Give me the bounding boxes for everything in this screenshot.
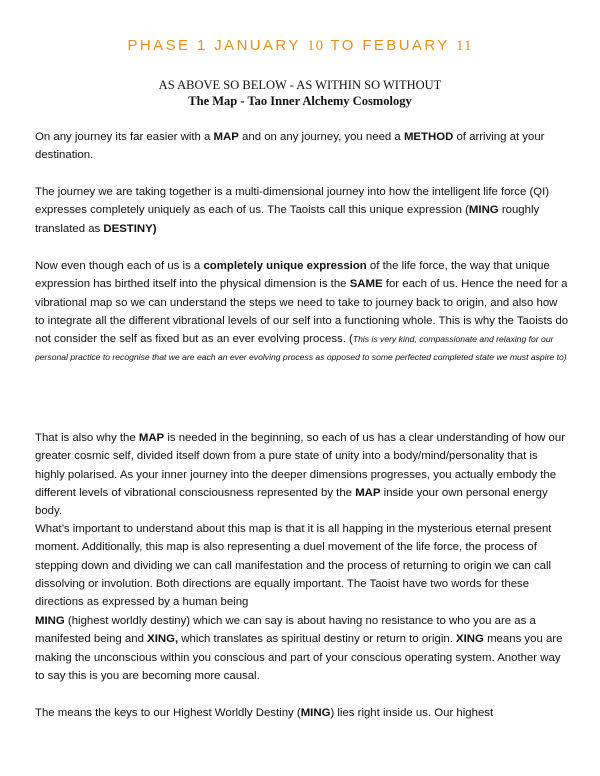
bold-run: MAP [355,486,381,499]
text-run: That is also why the [35,432,139,444]
paragraph-2 [35,183,570,238]
italic-note: This is very kind, compassionate and relaxing for our personal practice to recognise that we are each an ever evolving process as opposed to some perfected completed state we must aspire to) [35,334,567,363]
paragraph-7 [35,704,570,722]
text-run: and on any journey, you need a [238,131,404,143]
text-run: means you are making the unconscious within you conscious and part of your conscious operating system. Another way to say this is you are becoming more causal. [35,633,563,682]
heading-num1: 10 [307,38,325,54]
subtitle-motto: AS ABOVE SO BELOW - AS WITHIN SO WITHOUT [158,78,442,92]
heading-part2: TO FEBUARY [324,37,457,54]
text-run: On any journey its far easier with a [35,131,214,143]
bold-run: METHOD [403,131,454,143]
heading-num2: 11 [456,38,473,54]
text-run: The means the keys to our Highest Worldly Destiny ( [35,707,301,719]
paragraph-5 [35,520,570,611]
paragraph-3 [35,257,570,367]
paragraph-4 [35,429,570,520]
bold-run: XING, [147,633,179,646]
text-run: What’s important to understand about this map is that it is all happing in the mysterious eternal present moment. Additionally, this map is also representing a duel movement of the life force, the process of stepping down and dividing we can call manifestation and the process of returning to origin we can call dissolving or involution. Both directions are equally important. The Taoist have two words for these directions as expressed by a human being [35,523,552,609]
text-run: of arriving at your destination. [35,131,545,162]
text-run: is needed in the beginning, so each of us has a clear understanding of how our greater cosmic self, divided itself down from a pure state of unity into a body/mind/personality that is highly polarised. As your inner journey into the deeper dimensions progresses, you actually embody the different levels of vibrational consciousness represented by the [35,432,566,499]
text-run: of the life force, the way that unique expression has birthed itself into the physical dimension is the [35,260,550,291]
bold-run: XING [456,633,484,646]
text-run: which translates as spiritual destiny or return to origin. [178,633,457,646]
paragraph-1 [35,128,570,165]
bold-run: MING [300,707,331,719]
phase-heading [0,37,600,55]
bold-run: MING [35,615,65,627]
text-run: ) lies right inside us. Our highest [330,707,494,719]
text-run: The journey we are taking together is a multi-dimensional journey into how the intelligent life force (QI) expresses completely uniquely as each of us. The Taoists call this unique expression ( [35,186,550,217]
bold-run: MAP [213,131,239,143]
text-run: inside your own personal energy body. [35,486,548,518]
text-run: (highest worldly destiny) which we can say is about having no resistance to who you are as a manifested being and [35,615,536,646]
bold-run: MING [468,204,499,217]
text-run: for each of us. Hence the need for a vibrational map so we can understand the steps we need to take to journey back to origin, and also how to integrate all the different vibrational levels of our self into a functioning whole. This is why the Taoists do not consider the self as fixed but as an ever evolving process. ( [35,278,569,346]
bold-run: SAME [349,278,383,291]
heading-part1: PHASE 1 JANUARY [127,37,308,54]
subtitle-map: The Map - Tao Inner Alchemy Cosmology [188,94,412,108]
bold-run: DESTINY) [103,222,157,235]
paragraph-6 [35,612,570,685]
text-run: roughly translated as [35,204,540,235]
bold-run: completely unique expression [203,260,367,272]
bold-run: MAP [138,432,165,444]
text-run: Now even though each of us is a [35,260,204,272]
